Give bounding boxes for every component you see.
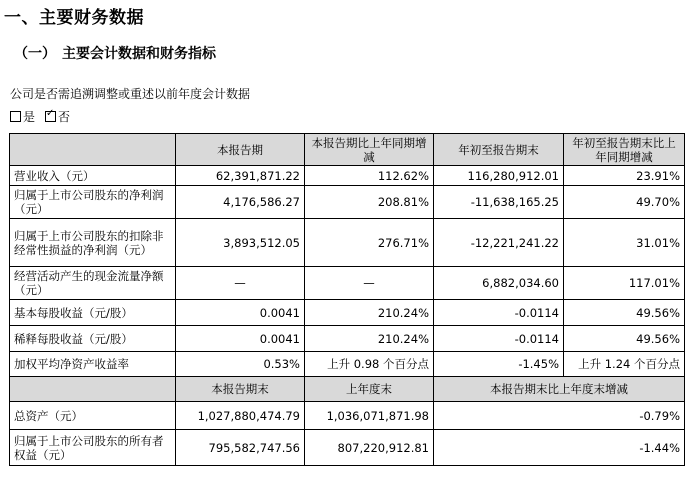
option-no[interactable] — [45, 108, 70, 125]
cell-value: 210.24% — [305, 326, 434, 352]
cell-value: 上升 0.98 个百分点 — [305, 352, 434, 377]
table1-header-row — [10, 134, 685, 166]
header-cell: 年初至报告期末比上年同期增减 — [564, 134, 685, 166]
row-label: 营业收入（元） — [10, 166, 176, 186]
cell-value: -1.45% — [434, 352, 564, 377]
cell-value: 276.71% — [305, 219, 434, 267]
cell-value: -0.79% — [434, 402, 685, 430]
row-label: 稀释每股收益（元/股） — [10, 326, 176, 352]
cell-value: 1,036,071,871.98 — [305, 402, 434, 430]
cell-value: -12,221,241.22 — [434, 219, 564, 267]
restatement-options — [10, 108, 80, 125]
cell-value: 208.81% — [305, 186, 434, 219]
cell-value: 0.0041 — [176, 326, 305, 352]
row-label: 经营活动产生的现金流量净额（元） — [10, 267, 176, 300]
cell-value: — — [305, 267, 434, 300]
table2-header-row — [10, 377, 685, 402]
cell-value: 116,280,912.01 — [434, 166, 564, 186]
table-row — [10, 166, 685, 186]
table-row — [10, 352, 685, 377]
restatement-question: 公司是否需追溯调整或重述以前年度会计数据 — [10, 87, 251, 101]
header-cell — [10, 134, 176, 166]
option-no-label: 否 — [58, 110, 71, 124]
header-cell — [10, 377, 176, 402]
table-row — [10, 326, 685, 352]
cell-value: -0.0114 — [434, 300, 564, 326]
table-row — [10, 186, 685, 219]
section-heading: 一、主要财务数据 — [4, 8, 144, 28]
checkbox-yes-icon[interactable] — [10, 111, 21, 122]
cell-value: — — [176, 267, 305, 300]
cell-value: -11,638,165.25 — [434, 186, 564, 219]
row-label: 加权平均净资产收益率 — [10, 352, 176, 377]
row-label: 归属于上市公司股东的净利润（元） — [10, 186, 176, 219]
header-cell: 年初至报告期末 — [434, 134, 564, 166]
header-cell: 本报告期末比上年度末增减 — [434, 377, 685, 402]
table-row — [10, 402, 685, 430]
cell-value: 49.56% — [564, 300, 685, 326]
header-cell: 上年度末 — [305, 377, 434, 402]
table-row — [10, 267, 685, 300]
financial-data-table — [9, 133, 685, 466]
table-row — [10, 430, 685, 466]
cell-value: 0.53% — [176, 352, 305, 377]
option-yes-label: 是 — [23, 110, 36, 124]
cell-value: 23.91% — [564, 166, 685, 186]
cell-value: 49.70% — [564, 186, 685, 219]
cell-value: 3,893,512.05 — [176, 219, 305, 267]
cell-value: 807,220,912.81 — [305, 430, 434, 466]
cell-value: 210.24% — [305, 300, 434, 326]
option-yes[interactable] — [10, 108, 35, 125]
table-row — [10, 300, 685, 326]
cell-value: 6,882,034.60 — [434, 267, 564, 300]
header-cell: 本报告期 — [176, 134, 305, 166]
cell-value: -0.0114 — [434, 326, 564, 352]
cell-value: -1.44% — [434, 430, 685, 466]
cell-value: 1,027,880,474.79 — [176, 402, 305, 430]
subsection-heading — [14, 43, 216, 63]
row-label: 基本每股收益（元/股） — [10, 300, 176, 326]
cell-value: 112.62% — [305, 166, 434, 186]
header-cell: 本报告期比上年同期增减 — [305, 134, 434, 166]
cell-value: 上升 1.24 个百分点 — [564, 352, 685, 377]
cell-value: 4,176,586.27 — [176, 186, 305, 219]
subsection-number: （一） — [14, 46, 56, 62]
cell-value: 117.01% — [564, 267, 685, 300]
row-label: 归属于上市公司股东的扣除非经常性损益的净利润（元） — [10, 219, 176, 267]
cell-value: 49.56% — [564, 326, 685, 352]
cell-value: 62,391,871.22 — [176, 166, 305, 186]
cell-value: 31.01% — [564, 219, 685, 267]
cell-value: 0.0041 — [176, 300, 305, 326]
cell-value: 795,582,747.56 — [176, 430, 305, 466]
subsection-title: 主要会计数据和财务指标 — [62, 46, 216, 62]
checkbox-no-icon[interactable] — [45, 111, 56, 122]
header-cell: 本报告期末 — [176, 377, 305, 402]
table-row — [10, 219, 685, 267]
row-label: 归属于上市公司股东的所有者权益（元） — [10, 430, 176, 466]
row-label: 总资产（元） — [10, 402, 176, 430]
